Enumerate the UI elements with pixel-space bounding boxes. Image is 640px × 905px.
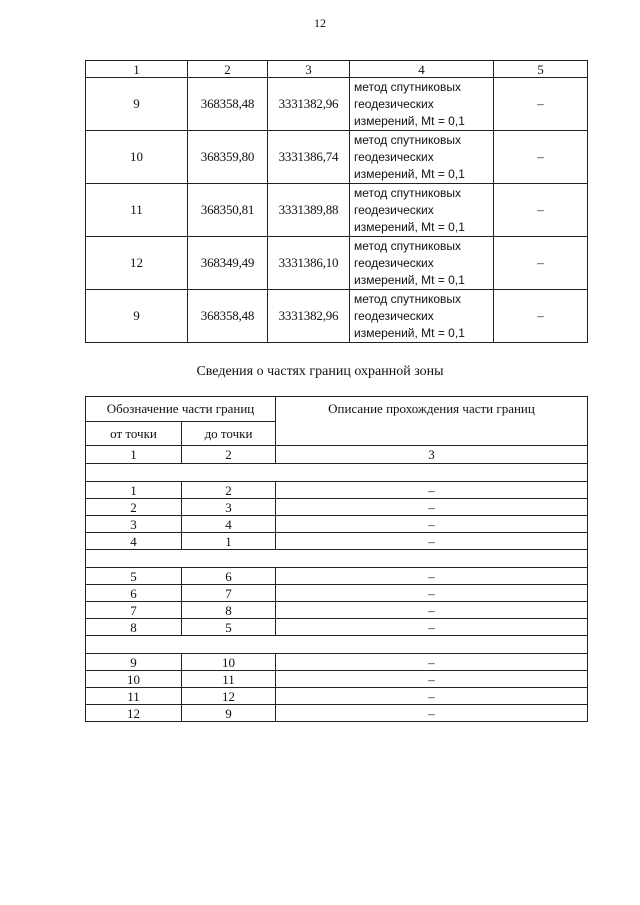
col-number: 3 (268, 61, 350, 78)
method-cell (350, 131, 494, 184)
from-point: 1 (86, 482, 182, 499)
to-point: 7 (182, 585, 276, 602)
table-row (86, 602, 588, 619)
coord-y: 3331389,88 (268, 184, 350, 237)
table-row (86, 585, 588, 602)
method-line: измерений, Mt = 0,1 (354, 166, 465, 181)
from-point: 3 (86, 516, 182, 533)
description-cell: – (276, 602, 588, 619)
coord-x: 368358,48 (188, 78, 268, 131)
method-line: метод спутниковых (354, 132, 462, 147)
parts-header-row (86, 397, 588, 422)
from-point: 9 (86, 654, 182, 671)
method-line: геодезических (354, 308, 434, 323)
from-point: 7 (86, 602, 182, 619)
description-cell: – (276, 688, 588, 705)
table-row (86, 705, 588, 722)
method-cell (350, 184, 494, 237)
method-cell (350, 290, 494, 343)
point-id: 11 (86, 184, 188, 237)
description-cell: – (276, 585, 588, 602)
coord-x: 368350,81 (188, 184, 268, 237)
method-line: геодезических (354, 202, 434, 217)
table-row (86, 237, 588, 290)
col-number: 2 (188, 61, 268, 78)
method-line: измерений, Mt = 0,1 (354, 272, 465, 287)
boundary-parts-table (85, 396, 588, 722)
to-point: 10 (182, 654, 276, 671)
from-point: 4 (86, 533, 182, 550)
col-number: 1 (86, 446, 182, 464)
point-id: 10 (86, 131, 188, 184)
parts-column-numbers-row (86, 446, 588, 464)
header-part-designation: Обозначение части границ (86, 397, 276, 422)
table-row (86, 516, 588, 533)
from-point: 12 (86, 705, 182, 722)
note-cell: – (494, 237, 588, 290)
group-separator-row (86, 636, 588, 654)
coordinates-header-row (86, 61, 588, 78)
col-number: 1 (86, 61, 188, 78)
header-to-point: до точки (182, 422, 276, 446)
from-point: 8 (86, 619, 182, 636)
coordinates-table (85, 60, 588, 343)
coord-x: 368359,80 (188, 131, 268, 184)
method-line: метод спутниковых (354, 79, 462, 94)
description-cell: – (276, 533, 588, 550)
to-point: 9 (182, 705, 276, 722)
to-point: 1 (182, 533, 276, 550)
method-cell (350, 78, 494, 131)
group-separator-row (86, 550, 588, 568)
header-description: Описание прохождения части границ (276, 397, 588, 446)
to-point: 12 (182, 688, 276, 705)
from-point: 10 (86, 671, 182, 688)
method-line: измерений, Mt = 0,1 (354, 219, 465, 234)
note-cell: – (494, 131, 588, 184)
from-point: 5 (86, 568, 182, 585)
table-row (86, 78, 588, 131)
table-row (86, 619, 588, 636)
table-row (86, 688, 588, 705)
description-cell: – (276, 654, 588, 671)
table-row (86, 568, 588, 585)
table-row (86, 290, 588, 343)
group-separator-row (86, 464, 588, 482)
coord-y: 3331382,96 (268, 78, 350, 131)
from-point: 2 (86, 499, 182, 516)
col-number: 4 (350, 61, 494, 78)
note-cell: – (494, 78, 588, 131)
section-caption: Сведения о частях границ охранной зоны (196, 364, 444, 379)
coord-y: 3331386,74 (268, 131, 350, 184)
description-cell: – (276, 619, 588, 636)
col-number: 3 (276, 446, 588, 464)
table-row (86, 671, 588, 688)
description-cell: – (276, 671, 588, 688)
coord-y: 3331386,10 (268, 237, 350, 290)
page-number: 12 (314, 16, 326, 30)
description-cell: – (276, 516, 588, 533)
to-point: 5 (182, 619, 276, 636)
table-row (86, 482, 588, 499)
col-number: 2 (182, 446, 276, 464)
description-cell: – (276, 482, 588, 499)
coord-x: 368349,49 (188, 237, 268, 290)
method-line: геодезических (354, 96, 434, 111)
header-from-point: от точки (86, 422, 182, 446)
method-cell (350, 237, 494, 290)
to-point: 6 (182, 568, 276, 585)
table-row (86, 184, 588, 237)
to-point: 2 (182, 482, 276, 499)
description-cell: – (276, 705, 588, 722)
table-row (86, 131, 588, 184)
to-point: 11 (182, 671, 276, 688)
coord-x: 368358,48 (188, 290, 268, 343)
col-number: 5 (494, 61, 588, 78)
point-id: 9 (86, 78, 188, 131)
point-id: 9 (86, 290, 188, 343)
note-cell: – (494, 290, 588, 343)
method-line: измерений, Mt = 0,1 (354, 325, 465, 340)
method-line: измерений, Mt = 0,1 (354, 113, 465, 128)
to-point: 4 (182, 516, 276, 533)
from-point: 11 (86, 688, 182, 705)
method-line: метод спутниковых (354, 238, 462, 253)
table-row (86, 533, 588, 550)
method-line: метод спутниковых (354, 291, 462, 306)
table-row (86, 499, 588, 516)
method-line: геодезических (354, 149, 434, 164)
point-id: 12 (86, 237, 188, 290)
note-cell: – (494, 184, 588, 237)
description-cell: – (276, 568, 588, 585)
coord-y: 3331382,96 (268, 290, 350, 343)
description-cell: – (276, 499, 588, 516)
table-row (86, 654, 588, 671)
method-line: метод спутниковых (354, 185, 462, 200)
to-point: 3 (182, 499, 276, 516)
to-point: 8 (182, 602, 276, 619)
from-point: 6 (86, 585, 182, 602)
method-line: геодезических (354, 255, 434, 270)
